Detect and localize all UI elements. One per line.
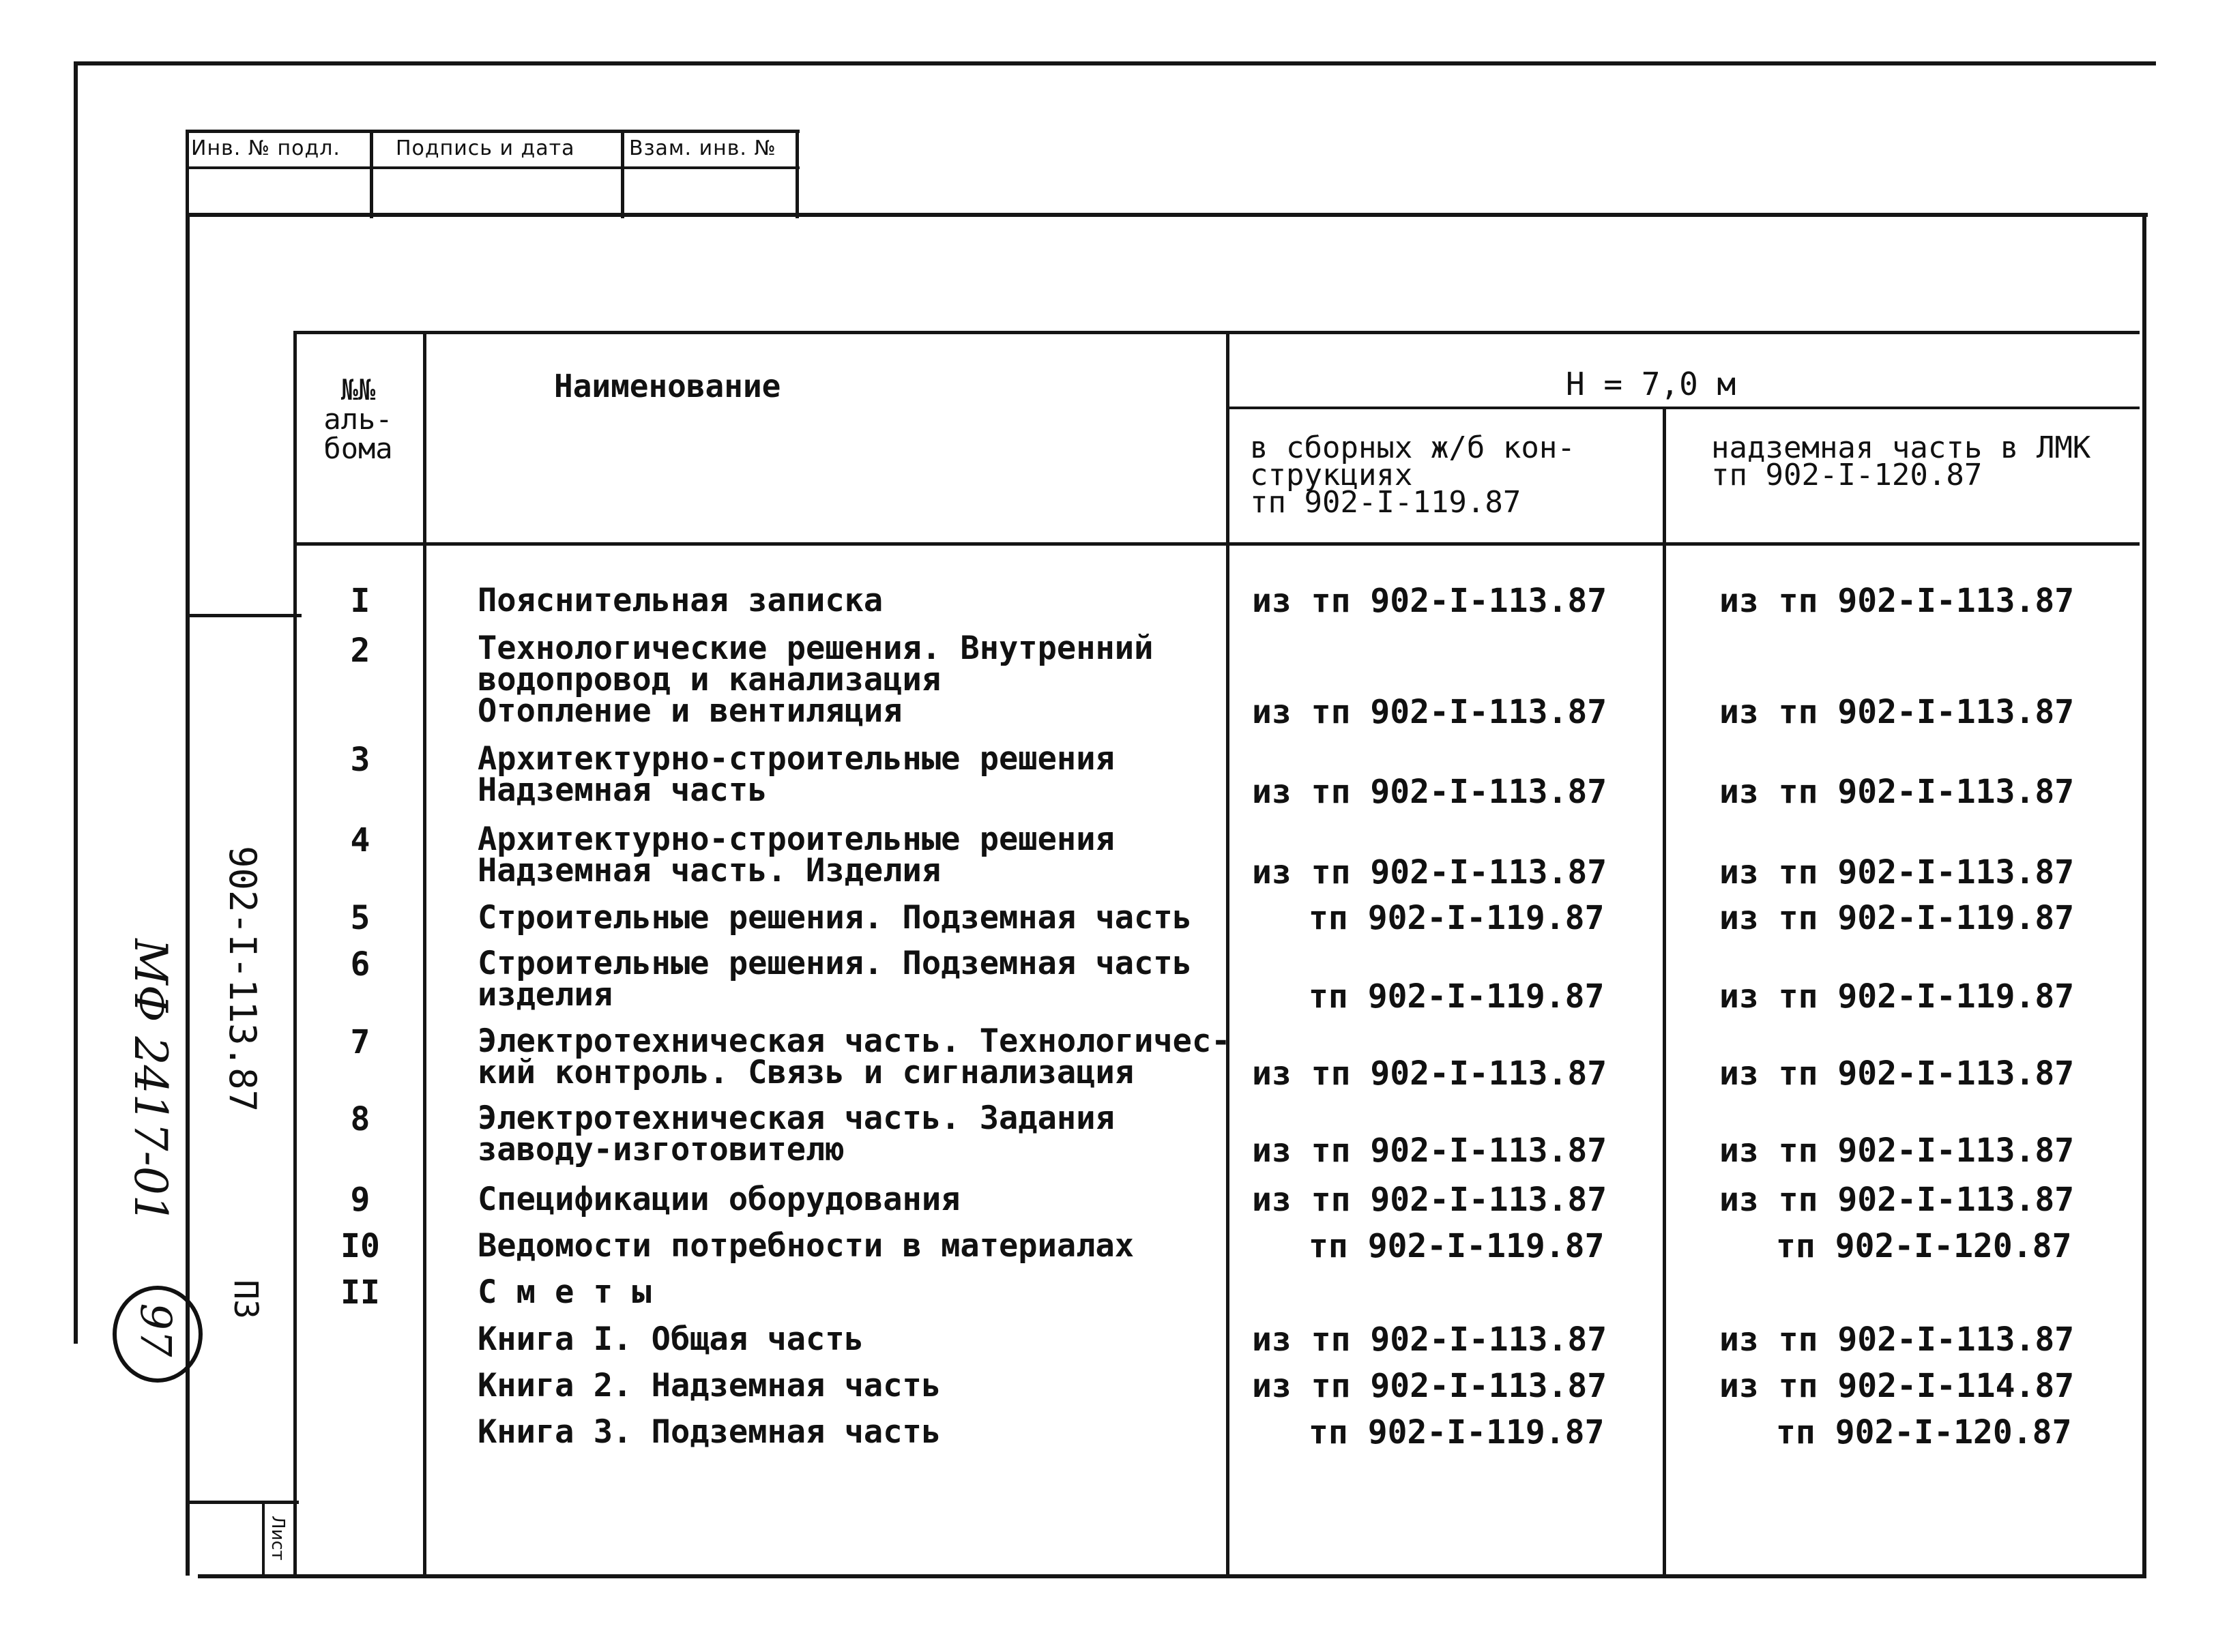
row-10-col-a: тп 902-I-119.87 bbox=[1309, 1227, 1605, 1265]
row-book-2-name: Книга 2. Надземная часть bbox=[478, 1367, 942, 1404]
row-4-num: 4 bbox=[350, 821, 370, 859]
row-8-col-b: из тп 902-I-113.87 bbox=[1719, 1132, 2075, 1170]
row-8-col-a: из тп 902-I-113.87 bbox=[1252, 1132, 1607, 1170]
row-9-num: 9 bbox=[350, 1181, 370, 1219]
row-book-3-col-b: тп 902-I-120.87 bbox=[1776, 1413, 2072, 1451]
row-2-num: 2 bbox=[350, 632, 370, 670]
row-book-1-name: Книга I. Общая часть bbox=[478, 1321, 864, 1358]
row-9-col-b: из тп 902-I-113.87 bbox=[1719, 1181, 2075, 1219]
row-11-num: II bbox=[340, 1273, 380, 1312]
row-book-2-col-b: из тп 902-I-114.87 bbox=[1719, 1367, 2075, 1405]
row-1-col-a: из тп 902-I-113.87 bbox=[1252, 582, 1607, 620]
row-5-col-a: тп 902-I-119.87 bbox=[1309, 899, 1605, 937]
col-a-header: в сборных ж/б кон- струкциях тп 902-I-119.87 bbox=[1250, 430, 1575, 520]
row-7-num: 7 bbox=[350, 1023, 370, 1061]
inner-top-border bbox=[186, 213, 2148, 217]
row-10-num: I0 bbox=[340, 1227, 380, 1265]
row-2-col-b: из тп 902-I-113.87 bbox=[1719, 693, 2075, 731]
page-circle-number: 97 bbox=[131, 1303, 181, 1357]
row-book-2-col-a: из тп 902-I-113.87 bbox=[1252, 1367, 1607, 1405]
row-7-col-a: из тп 902-I-113.87 bbox=[1252, 1054, 1607, 1093]
vzam-label: Взам. инв. № bbox=[629, 136, 776, 160]
row-2-col-a: из тп 902-I-113.87 bbox=[1252, 693, 1607, 731]
row-book-1-col-b: из тп 902-I-113.87 bbox=[1719, 1321, 2075, 1359]
row-6-col-b: из тп 902-I-119.87 bbox=[1719, 977, 2075, 1016]
row-1-name: Пояснительная записка bbox=[478, 582, 884, 619]
row-9-col-a: из тп 902-I-113.87 bbox=[1252, 1181, 1607, 1219]
outer-top-border bbox=[75, 61, 2156, 65]
h-header: Н = 7,0 м bbox=[1566, 366, 1736, 402]
row-6-name: Строительные решения. Подземная часть изделия bbox=[478, 945, 1192, 1014]
row-book-3-name: Книга 3. Подземная часть bbox=[478, 1413, 942, 1451]
row-4-col-a: из тп 902-I-113.87 bbox=[1252, 853, 1607, 891]
outer-left-border bbox=[74, 61, 78, 1344]
doc-code-vertical: 902-I-113.87 bbox=[221, 846, 264, 1112]
col-name-header: Наименование bbox=[554, 368, 781, 404]
row-10-col-b: тп 902-I-120.87 bbox=[1776, 1227, 2072, 1265]
row-8-name: Электротехническая часть. Задания заводу-изготовителю bbox=[478, 1100, 1115, 1168]
row-1-col-b: из тп 902-I-113.87 bbox=[1719, 582, 2075, 620]
inner-bottom-border bbox=[198, 1574, 2146, 1578]
row-7-name: Электротехническая часть. Технологичес- кий контроль. Связь и сигнализация bbox=[478, 1022, 1231, 1091]
col-num-header: №№ аль- бома bbox=[323, 373, 393, 465]
row-3-name: Архитектурно-строительные решения Надземная часть bbox=[478, 740, 1115, 809]
row-6-col-a: тп 902-I-119.87 bbox=[1309, 977, 1605, 1016]
row-4-col-b: из тп 902-I-113.87 bbox=[1719, 853, 2075, 891]
row-3-col-a: из тп 902-I-113.87 bbox=[1252, 773, 1607, 811]
archive-number-handwritten: МФ 2417-01 bbox=[124, 939, 177, 1224]
sign-label: Подпись и дата bbox=[396, 136, 575, 160]
album-code-vertical: ПЗ bbox=[227, 1280, 265, 1319]
inner-right-border bbox=[2142, 213, 2146, 1577]
row-1-num: I bbox=[350, 582, 370, 620]
row-3-num: 3 bbox=[350, 741, 370, 779]
row-3-col-b: из тп 902-I-113.87 bbox=[1719, 773, 2075, 811]
row-5-name: Строительные решения. Подземная часть bbox=[478, 899, 1192, 936]
row-book-1-col-a: из тп 902-I-113.87 bbox=[1252, 1321, 1607, 1359]
row-10-name: Ведомости потребности в материалах bbox=[478, 1227, 1135, 1265]
inv-label: Инв. № подл. bbox=[191, 136, 340, 160]
row-6-num: 6 bbox=[350, 945, 370, 984]
side-box-top bbox=[186, 614, 302, 617]
row-2-name: Технологические решения. Внутренний водопровод и канализация Отопление и вентиляция bbox=[478, 630, 1154, 730]
row-11-name: С м е т ы bbox=[478, 1273, 652, 1311]
row-4-name: Архитектурно-строительные решения Надземная часть. Изделия bbox=[478, 821, 1115, 889]
sheet-label-vertical: Лист bbox=[267, 1516, 288, 1561]
row-5-col-b: из тп 902-I-119.87 bbox=[1719, 899, 2075, 937]
row-8-num: 8 bbox=[350, 1100, 370, 1138]
row-7-col-b: из тп 902-I-113.87 bbox=[1719, 1054, 2075, 1093]
side-box-bottom bbox=[186, 1501, 299, 1504]
row-5-num: 5 bbox=[350, 899, 370, 937]
row-book-3-col-a: тп 902-I-119.87 bbox=[1309, 1413, 1605, 1451]
row-9-name: Спецификации оборудования bbox=[478, 1181, 961, 1218]
col-b-header: надземная часть в ЛМК тп 902-I-120.87 bbox=[1711, 430, 2091, 492]
